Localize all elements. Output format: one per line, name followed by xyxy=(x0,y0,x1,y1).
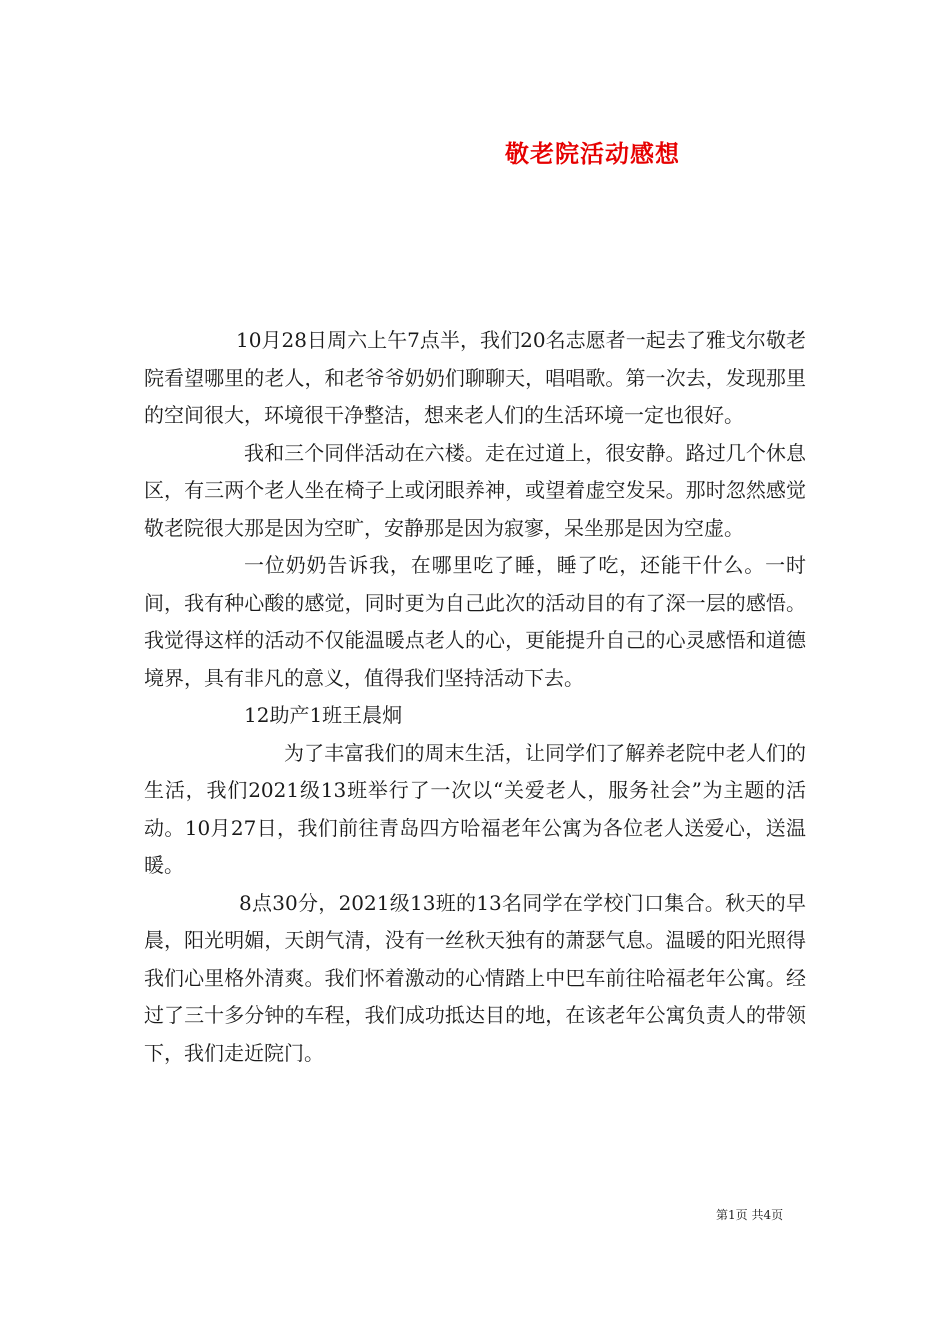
paragraph-4: 为了丰富我们的周末生活，让同学们了解养老院中老人们的生活，我们2021级13班举行了一次以“关爱老人，服务社会”为主题的活动。10月27日，我们前往青岛四方哈福老年公寓为各位老人送爱心，送温暖。 xyxy=(144,740,806,877)
author-line: 12助产1班王晨炯 xyxy=(244,703,403,727)
paragraph-1: 10月28日周六上午7点半，我们20名志愿者一起去了雅戈尔敬老院看望哪里的老人，和老爷爷奶奶们聊聊天，唱唱歌。第一次去，发现那里的空间很大，环境很干净整洁，想来老人们的生活环境一定也很好。 xyxy=(144,328,806,427)
paragraph-2: 我和三个同伴活动在六楼。走在过道上，很安静。路过几个休息区，有三两个老人坐在椅子上或闭眼养神，或望着虚空发呆。那时忽然感觉敬老院很大那是因为空旷，安静那是因为寂寥，呆坐那是因为空虚。 xyxy=(144,440,806,540)
page-number: 第1页 共4页 xyxy=(716,1208,784,1222)
paragraph-3: 一位奶奶告诉我，在哪里吃了睡，睡了吃，还能干什么。一时间，我有种心酸的感觉，同时更为自己此次的活动目的有了深一层的感悟。我觉得这样的活动不仅能温暖点老人的心，更能提升自己的心灵感悟和道德境界，具有非凡的意义，值得我们坚持活动下去。 xyxy=(144,553,806,690)
paragraph-5: 8点30分，2021级13班的13名同学在学校门口集合。秋天的早晨，阳光明媚，天朗气清，没有一丝秋天独有的萧瑟气息。温暖的阳光照得我们心里格外清爽。我们怀着激动的心情踏上中巴车前往哈福老年公寓。经过了三十多分钟的车程，我们成功抵达目的地，在该老年公寓负责人的带领下，我们走近院门。 xyxy=(144,890,806,1065)
document-body xyxy=(144,322,806,1072)
document-title: 敬老院活动感想 xyxy=(505,139,680,168)
